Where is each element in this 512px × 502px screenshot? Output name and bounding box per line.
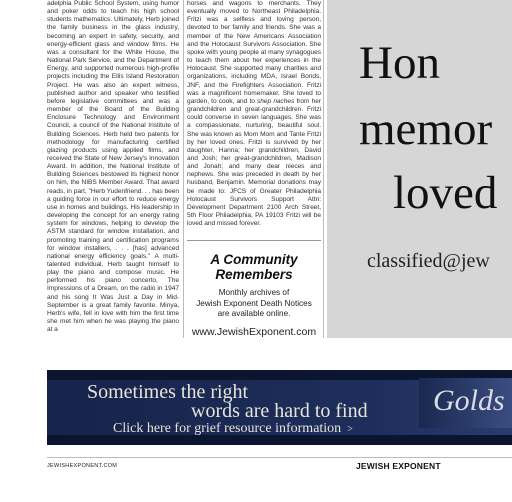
promo-url-link[interactable]: www.JewishExponent.com <box>191 325 317 338</box>
promo-title <box>187 252 321 282</box>
banner-cta[interactable] <box>113 421 353 437</box>
banner-line2: words are hard to find <box>191 400 368 422</box>
chevron-right-icon: > <box>347 424 353 435</box>
promo-title-line2: Remembers <box>215 267 293 282</box>
side-ad-email[interactable]: classified@jew <box>367 250 490 272</box>
obituary-column-2 <box>187 0 321 228</box>
obituary-column-1 <box>47 0 179 334</box>
footer-rule <box>47 457 512 458</box>
footer-website: JEWISHEXPONENT.COM <box>47 463 118 469</box>
promo-body <box>187 288 321 320</box>
sponsor-logo[interactable] <box>419 378 512 428</box>
banner-line1: Sometimes the right <box>87 381 249 403</box>
side-advertisement[interactable] <box>327 0 512 338</box>
promo-body-line2: Jewish Exponent Death Notices <box>196 298 312 308</box>
promo-body-line1: Monthly archives of <box>218 288 290 297</box>
obituary-text-fritzi <box>187 0 321 228</box>
column-divider-2 <box>323 0 324 338</box>
promo-title-line1: A Community <box>210 252 298 267</box>
community-remembers-promo[interactable] <box>187 240 321 338</box>
side-ad-line1: Hon <box>359 37 440 89</box>
sponsor-logo-text: Golds <box>433 384 505 417</box>
column-divider <box>183 0 184 338</box>
side-ad-line3: loved <box>393 167 498 219</box>
footer-publication-name: JEWISH EXPONENT <box>356 461 441 471</box>
promo-body-line3: are available online. <box>217 309 291 318</box>
obituary-text-fritzi-part2: from her grandchildren and great-grandchildren. Fritzi could converse in seven languages. She was a compassionate, nurturing, beautiful soul. She was known as Mom Mom and Tante Fritzi by her loved ones. Fritzi is survived by her daughter, Hanna; her grandchildren, David and Josh; her great-grandchildren, Madison and Jonah; and many dear nieces and nephews. She was preceded in death by her husband, Benjamin. Memorial donations may be made to: JFCS of Greater Philadelphia Holocaust Survivors Support Attn: Development Department 2100 Arch Street, 5th Floor Philadelphia, PA 19103 Fritzi will be loved and missed forever. <box>187 97 321 228</box>
side-ad-line2: memor <box>359 103 493 155</box>
obituary-text-fritzi-part1: horses and wagons to merchants. They eventually moved to Northeast Philadelphia. Fritzi was a selfless and loving person, devoted to her family and friends. She was a member of the New Americans Association and the Holocaust Survivors Association. She spoke with young people at many synagogues to teach them about her experiences in the Holocaust. She supported many charities and organizations, including MDA, Israel Bonds, JNF, and the Firefighters Association. Fritzi was a magnificent homemaker. She loved to garden, to cook, and to <box>187 0 321 105</box>
obituary-text-fritzi-italic: shep naches <box>257 97 295 105</box>
banner-cta-text: Click here for grief resource information <box>113 421 342 436</box>
obituary-text-herb: adelphia Public School System, using humor and poker odds to teach his high school students mathematics. Ultimately, Herb joined the family business in the glass industry, becoming an expert in safety, security, and energy-efficient glass and window films. He was a consultant for the White House, the National Park Service, and the Department of Energy, and supported numerous high-profile projects including the Ellis Island Restoration Project. He was also an expert witness, published author and speaker who testified before legislative committees and was a member of the Board of the Building Enclosure Technology and Environment Council, a council of the National Institute of Building Sciences. Herb held two patents for methodology for manufacturing certified glazing products using applied films, and received the State of New Jersey's Innovation Award. In addition, the National Institute of Building Sciences bestowed its highest honor on him, the NIBS Member Award. That award reads, in part, "Herb Yudenfriend. . . has been a guiding force in our effort to reduce energy use in homes and buildings. His leadership in developing the concept for an energy rating system for windows, helping to develop the ASTM standard for window installation, and promoting training and certification programs for window installers, . . . [has] advanced national energy efficiency goals." A multi-talented individual, Herb taught himself to play the piano and compose music. He performed his piano concerto, The Impressions of a Dream, on the radio in 1947 and his song It Was Just a Day in Mid-September is a great family favorite. Minya, Herb's wife, fell in love with him the first time she met him when he was playing the piano at a <box>47 0 179 334</box>
grief-resource-banner[interactable] <box>47 370 512 445</box>
